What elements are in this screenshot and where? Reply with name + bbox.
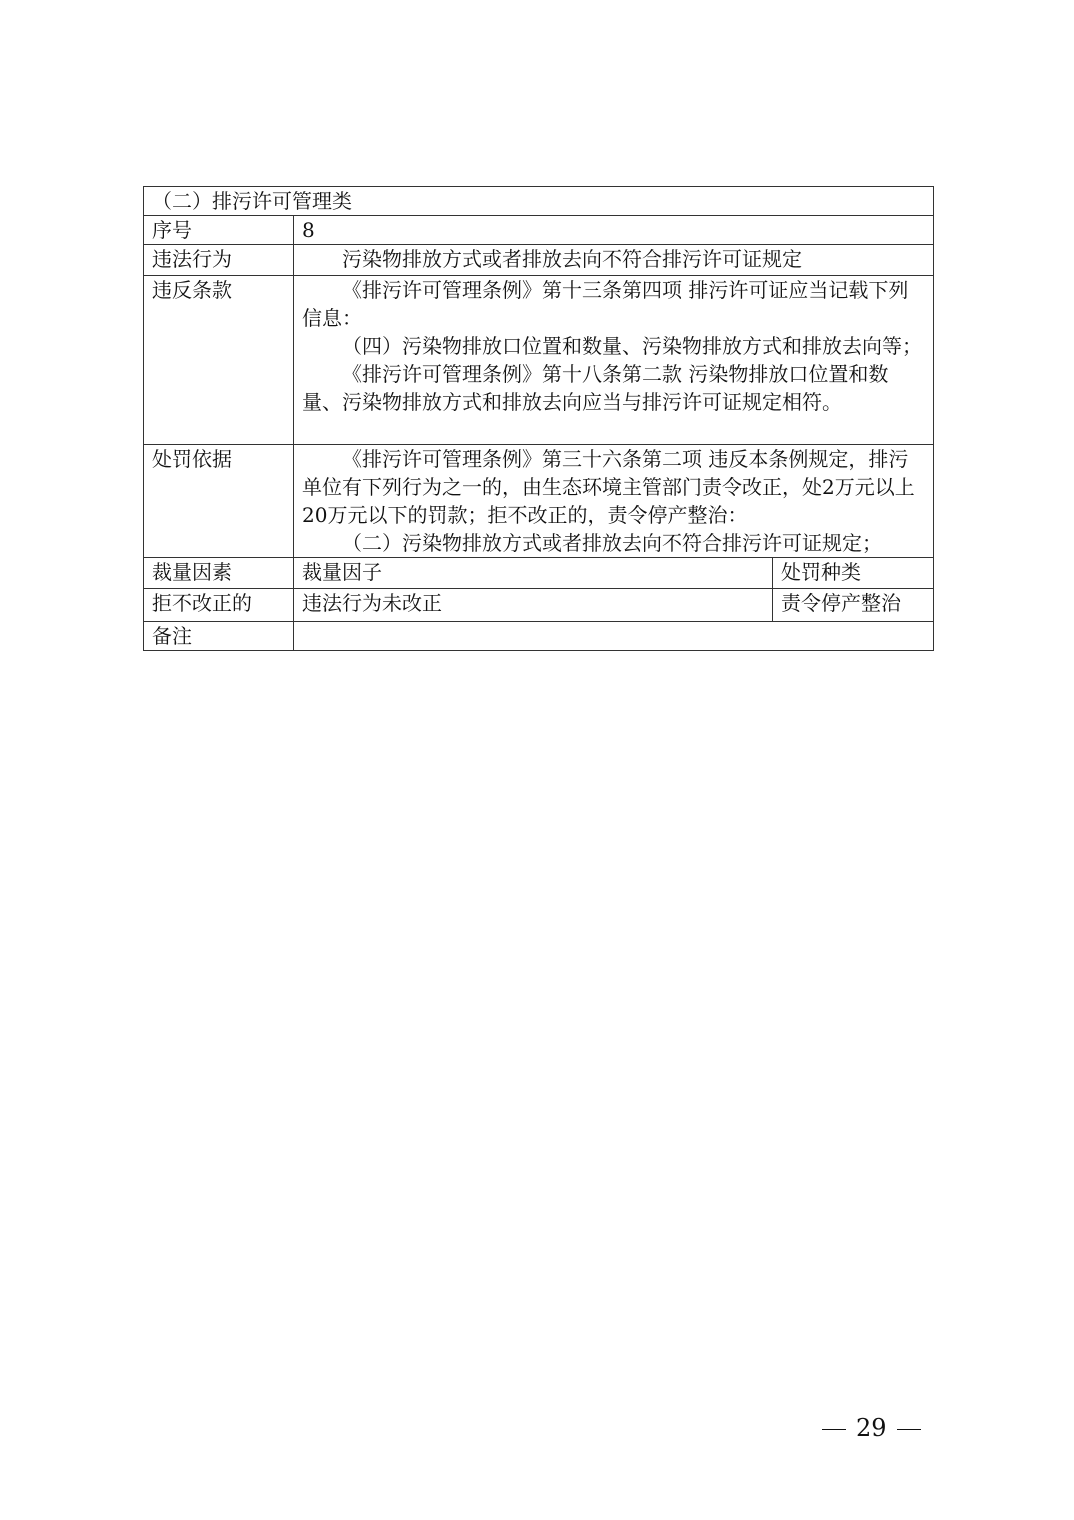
violated-clause-label: 违反条款 [144, 276, 294, 445]
page-number-left-dash [822, 1429, 846, 1430]
discretion-factor-header: 裁量因子 [294, 558, 773, 589]
note-label: 备注 [144, 622, 294, 651]
penalty-basis-label: 处罚依据 [144, 445, 294, 558]
penalty-table [143, 186, 934, 651]
violated-clause-row [144, 276, 934, 445]
page-number [812, 1414, 931, 1442]
page-number-value: 29 [856, 1414, 887, 1442]
penalty-basis-cell [294, 445, 934, 558]
basis-paragraph: （二）污染物排放方式或者排放去向不符合排污许可证规定； [342, 531, 882, 555]
note-value [294, 622, 934, 651]
seq-label: 序号 [144, 216, 294, 245]
discretion-factor-header-row [144, 558, 934, 589]
seq-row [144, 216, 934, 245]
refuse-correction-row [144, 589, 934, 622]
clause-paragraph: 《排污许可管理条例》第十八条第二款 污染物排放口位置和数量、污染物排放方式和排放去向应当与排污许可证规定相符。 [302, 362, 889, 414]
clause-paragraph: （四）污染物排放口位置和数量、污染物排放方式和排放去向等； [342, 334, 922, 358]
refuse-correction-factor: 违法行为未改正 [294, 589, 773, 622]
clause-paragraph: 《排污许可管理条例》第十三条第四项 排污许可证应当记载下列信息： [302, 278, 909, 330]
penalty-type-header: 处罚种类 [773, 558, 934, 589]
discretion-factor-label: 裁量因素 [144, 558, 294, 589]
violation-act-cell [294, 245, 934, 276]
section-title: （二）排污许可管理类 [144, 187, 934, 216]
refuse-correction-penalty: 责令停产整治 [773, 589, 934, 622]
refuse-correction-label: 拒不改正的 [144, 589, 294, 622]
basis-paragraph: 《排污许可管理条例》第三十六条第二项 违反本条例规定，排污单位有下列行为之一的，由生态环境主管部门责令改正，处2万元以上20万元以下的罚款；拒不改正的，责令停产整治： [302, 447, 915, 527]
note-row [144, 622, 934, 651]
violation-act-row [144, 245, 934, 276]
violation-act-value: 污染物排放方式或者排放去向不符合排污许可证规定 [342, 247, 802, 271]
violation-act-label: 违法行为 [144, 245, 294, 276]
violated-clause-cell [294, 276, 934, 445]
section-title-row [144, 187, 934, 216]
seq-value: 8 [294, 216, 934, 245]
page-number-right-dash [897, 1429, 921, 1430]
penalty-basis-row [144, 445, 934, 558]
